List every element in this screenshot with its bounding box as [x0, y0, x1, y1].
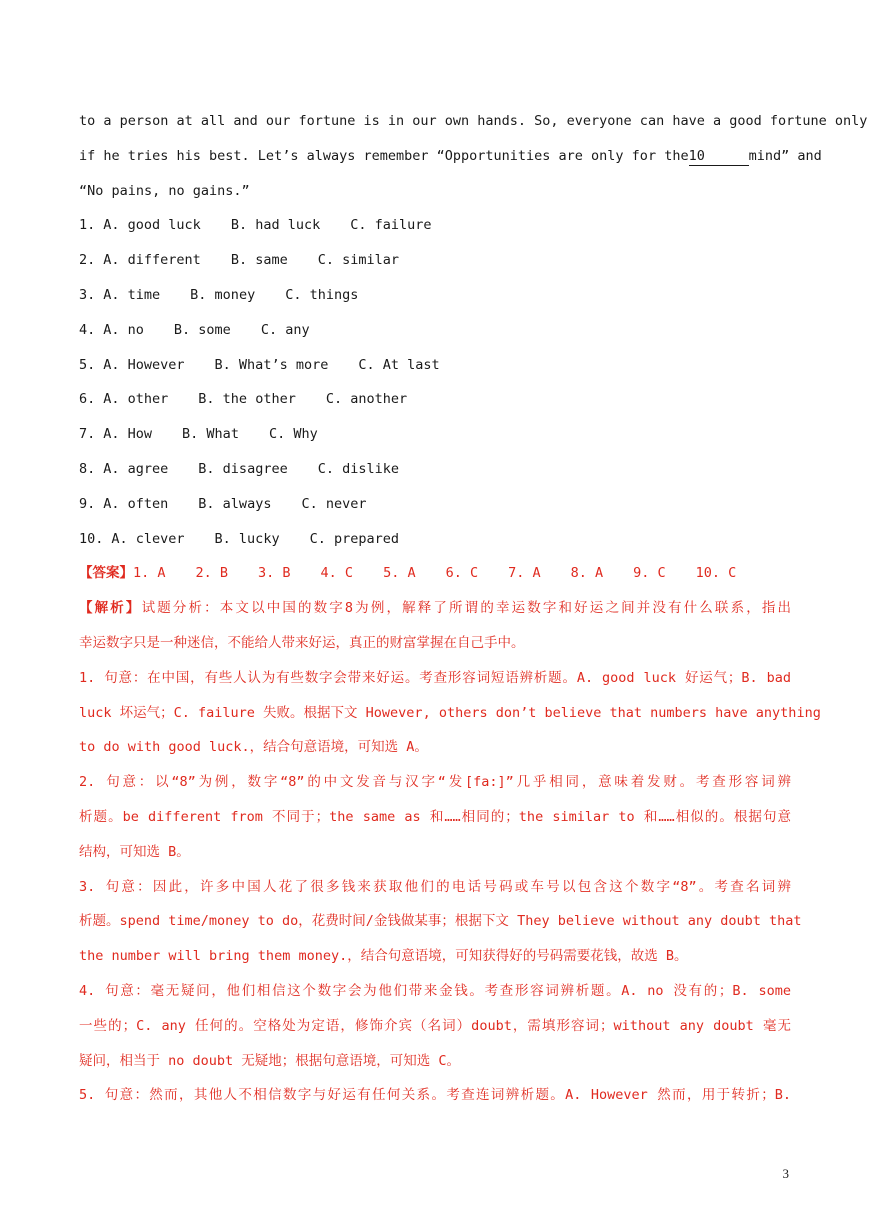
passage-line-3: “No pains, no gains.” [79, 182, 250, 199]
question-item [79, 278, 791, 313]
question-option: A. other [103, 391, 169, 408]
analysis-label: 【解析】 [79, 600, 142, 617]
question-option: B. lucky [214, 530, 280, 547]
question-number: 5. [79, 356, 96, 373]
question-number: 6. [79, 391, 96, 408]
question-option: A. clever [111, 530, 185, 547]
question-item [79, 452, 791, 487]
answer-item: 9. C [633, 565, 666, 582]
answer-line [79, 556, 791, 591]
question-item [79, 417, 791, 452]
analysis-text: 2. 句意：以“8”为例，数字“8”的中文发音与汉字“发[fa:]”几乎相同，意味着发财。考查形容词辨 [79, 774, 791, 791]
analysis-line [79, 1044, 791, 1079]
document-page [79, 104, 868, 1113]
question-option: B. money [190, 286, 256, 303]
question-item [79, 243, 791, 278]
question-option: C. dislike [317, 460, 399, 477]
analysis-line [79, 800, 791, 835]
question-item [79, 522, 791, 557]
analysis-text: 试题分析：本文以中国的数字8为例，解释了所谓的幸运数字和好运之间并没有什么联系，指出 [141, 600, 791, 617]
question-list [79, 208, 791, 556]
analysis-text: 5. 句意：然而，其他人不相信数字与好运有任何关系。考查连词辨析题。A. However 然而，用于转折；B. [79, 1087, 791, 1104]
analysis-line [79, 1009, 791, 1044]
answer-item: 8. A [570, 565, 604, 582]
question-option: C. prepared [309, 530, 399, 547]
question-option: A. often [103, 495, 169, 512]
question-item [79, 348, 791, 383]
answer-item: 2. B [195, 565, 229, 582]
question-option: B. disagree [198, 460, 288, 477]
analysis-text: 3. 句意：因此，许多中国人花了很多钱来获取他们的电话号码或车号以包含这个数字“8”。考查名词辨 [79, 878, 791, 895]
analysis-text: 析题。spend time/money to do，花费时间/金钱做某事；根据下文 They believe without any doubt that [79, 913, 802, 930]
question-option: B. same [230, 252, 288, 269]
question-option: C. At last [358, 356, 440, 373]
answer-blank-10: 10 [689, 147, 749, 166]
question-number: 2. [79, 252, 96, 269]
analysis-line [79, 626, 791, 661]
answer-item: 4. C [320, 565, 354, 582]
question-number: 1. [79, 217, 96, 234]
question-option: C. failure [350, 217, 432, 234]
analysis-text: 幸运数字只是一种迷信，不能给人带来好运，真正的财富掌握在自己手中。 [79, 634, 525, 651]
analysis-line [79, 835, 791, 870]
question-option: C. Why [268, 426, 318, 443]
analysis-text: luck 坏运气；C. failure 失败。根据下文 However, others don’t believe that numbers have anything [79, 704, 821, 721]
question-option: B. What [182, 426, 239, 443]
question-option: C. another [325, 391, 408, 408]
question-option: C. any [260, 321, 310, 338]
question-item [79, 208, 791, 243]
analysis-text: 疑问，相当于 no doubt 无疑地；根据句意语境，可知选 C。 [79, 1052, 461, 1069]
question-number: 9. [79, 495, 96, 512]
analysis-text: 4. 句意：毫无疑问，他们相信这个数字会为他们带来金钱。考查形容词辨析题。A. no 没有的；B. some [79, 982, 791, 999]
answer-items [133, 565, 766, 581]
passage-line-1: to a person at all and our fortune is in our own hands. So, everyone can have a good fortune only [79, 113, 868, 129]
question-option: A. However [103, 356, 185, 373]
question-item [79, 487, 791, 522]
question-option: B. always [198, 495, 272, 512]
answer-item: 7. A [508, 565, 541, 582]
answer-item: 1. A [133, 565, 166, 582]
answer-item: 3. B [258, 565, 291, 582]
answer-item: 6. C [445, 565, 479, 582]
question-option: B. some [173, 321, 231, 338]
analysis-line [79, 765, 791, 800]
analysis-line [79, 730, 791, 765]
analysis-text: to do with good luck.，结合句意语境，可知选 A。 [79, 739, 428, 756]
question-item [79, 313, 791, 348]
analysis-text: 1. 句意：在中国，有些人认为有些数字会带来好运。考查形容词短语辨析题。A. good luck 好运气；B. bad [79, 669, 791, 686]
answer-label: 【答案】 [79, 565, 133, 582]
question-number: 10. [79, 530, 104, 547]
analysis-section [79, 591, 821, 1113]
question-option: A. no [103, 321, 144, 338]
analysis-line [79, 870, 791, 905]
analysis-line [79, 1078, 791, 1113]
question-number: 4. [79, 321, 96, 338]
analysis-text: the number will bring them money.，结合句意语境，可知获得好的号码需要花钱，故选 B。 [79, 948, 688, 965]
question-option: C. never [301, 495, 367, 512]
passage-line-2 [79, 139, 822, 174]
answer-item: 10. C [695, 565, 737, 582]
question-number: 3. [79, 286, 96, 303]
question-option: C. similar [317, 252, 399, 269]
answer-item: 5. A [383, 565, 416, 582]
analysis-line [79, 696, 821, 731]
question-option: B. What’s more [214, 356, 329, 373]
question-number: 7. [79, 426, 96, 443]
page-number: 3 [782, 1166, 789, 1181]
analysis-line [79, 591, 791, 626]
question-option: A. How [103, 426, 153, 443]
question-item [79, 382, 791, 417]
question-option: B. the other [198, 391, 296, 408]
question-number: 8. [79, 460, 96, 477]
analysis-line [79, 974, 791, 1009]
analysis-line [79, 904, 802, 939]
analysis-line [79, 661, 791, 696]
analysis-text: 析题。be different from 不同于；the same as 和……相同的；the similar to 和……相似的。根据句意 [79, 808, 791, 825]
question-option: A. agree [103, 460, 169, 477]
analysis-text: 一些的；C. any 任何的。空格处为定语，修饰介宾（名词）doubt，需填形容词；without any doubt 毫无 [79, 1017, 791, 1034]
passage-line-2-end: mind” and [748, 147, 822, 164]
question-option: A. good luck [103, 217, 201, 234]
question-option: C. things [285, 286, 359, 303]
question-option: A. different [103, 252, 201, 269]
question-option: B. had luck [230, 217, 321, 234]
passage-line-2-start: if he tries his best. Let’s always remember “Opportunities are only for the [79, 147, 689, 164]
analysis-text: 结构，可知选 B。 [79, 843, 190, 860]
analysis-line [79, 939, 791, 974]
question-option: A. time [103, 286, 161, 303]
